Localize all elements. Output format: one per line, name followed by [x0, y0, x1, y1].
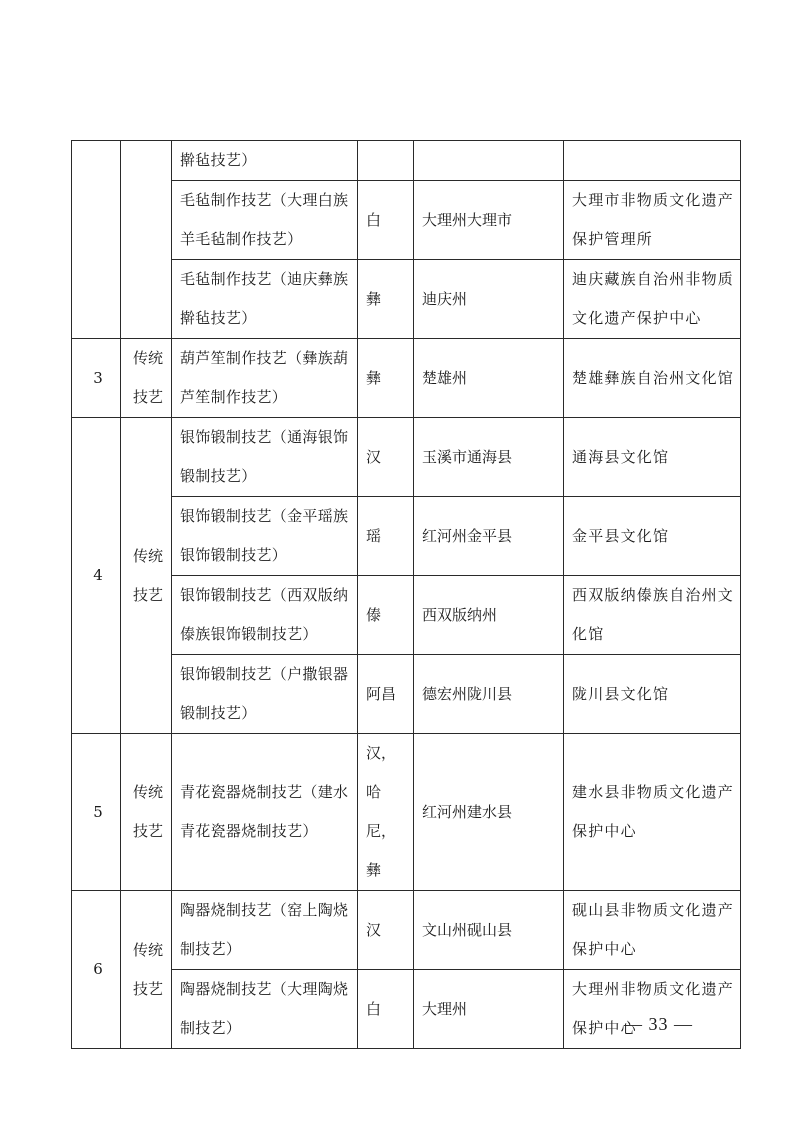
project-name-cell: 银饰锻制技艺（金平瑶族银饰锻制技艺） [172, 497, 358, 576]
area-cell: 红河州建水县 [414, 734, 564, 891]
row-number-cell: 5 [72, 734, 121, 891]
area-cell: 文山州砚山县 [414, 891, 564, 970]
project-name-cell: 银饰锻制技艺（通海银饰锻制技艺） [172, 418, 358, 497]
category-cell: 传统技艺 [121, 418, 172, 734]
ethnic-cell: 汉 [358, 891, 414, 970]
table-row [72, 339, 741, 418]
table-row [72, 418, 741, 497]
ethnic-cell: 汉 [358, 418, 414, 497]
protection-unit-cell: 迪庆藏族自治州非物质文化遗产保护中心 [564, 260, 741, 339]
area-cell: 大理州大理市 [414, 181, 564, 260]
project-name-cell: 陶器烧制技艺（窑上陶烧制技艺） [172, 891, 358, 970]
table-row [72, 497, 741, 576]
project-name-cell: 擀毡技艺） [172, 141, 358, 181]
area-cell: 大理州 [414, 970, 564, 1049]
table-row [72, 734, 741, 891]
category-cell: 传统技艺 [121, 734, 172, 891]
protection-unit-cell: 建水县非物质文化遗产保护中心 [564, 734, 741, 891]
area-cell: 玉溪市通海县 [414, 418, 564, 497]
protection-unit-cell: 陇川县文化馆 [564, 655, 741, 734]
table-row [72, 970, 741, 1049]
area-cell: 西双版纳州 [414, 576, 564, 655]
project-name-cell: 青花瓷器烧制技艺（建水青花瓷器烧制技艺） [172, 734, 358, 891]
ethnic-cell: 彝 [358, 260, 414, 339]
table-row [72, 891, 741, 970]
project-name-cell: 葫芦笙制作技艺（彝族葫芦笙制作技艺） [172, 339, 358, 418]
area-cell: 德宏州陇川县 [414, 655, 564, 734]
row-number-cell: 4 [72, 418, 121, 734]
project-name-cell: 银饰锻制技艺（西双版纳傣族银饰锻制技艺） [172, 576, 358, 655]
project-name-cell: 毛毡制作技艺（大理白族羊毛毡制作技艺） [172, 181, 358, 260]
row-number-cell: 6 [72, 891, 121, 1049]
project-name-cell: 陶器烧制技艺（大理陶烧制技艺） [172, 970, 358, 1049]
protection-unit-cell: 楚雄彝族自治州文化馆 [564, 339, 741, 418]
row-number-cell: 3 [72, 339, 121, 418]
protection-unit-cell: 大理州非物质文化遗产保护中心 [564, 970, 741, 1049]
protection-unit-cell: 砚山县非物质文化遗产保护中心 [564, 891, 741, 970]
project-name-cell: 毛毡制作技艺（迪庆彝族擀毡技艺） [172, 260, 358, 339]
ethnic-cell: 彝 [358, 339, 414, 418]
ethnic-cell: 傣 [358, 576, 414, 655]
ethnic-cell: 白 [358, 970, 414, 1049]
ethnic-cell: 汉，哈尼，彝 [358, 734, 414, 891]
area-cell: 楚雄州 [414, 339, 564, 418]
project-name-cell: 银饰锻制技艺（户撒银器锻制技艺） [172, 655, 358, 734]
area-cell: 红河州金平县 [414, 497, 564, 576]
ethnic-cell: 瑶 [358, 497, 414, 576]
table-row [72, 655, 741, 734]
protection-unit-cell: 通海县文化馆 [564, 418, 741, 497]
ethnic-cell [358, 141, 414, 181]
protection-unit-cell: 金平县文化馆 [564, 497, 741, 576]
page-number: — 33 — [624, 1014, 693, 1034]
protection-unit-cell: 大理市非物质文化遗产保护管理所 [564, 181, 741, 260]
ethnic-cell: 白 [358, 181, 414, 260]
protection-unit-cell [564, 141, 741, 181]
category-cell: 传统技艺 [121, 891, 172, 1049]
table-row [72, 260, 741, 339]
protection-unit-cell: 西双版纳傣族自治州文化馆 [564, 576, 741, 655]
row-number-cell [72, 141, 121, 339]
table-row [72, 181, 741, 260]
ethnic-cell: 阿昌 [358, 655, 414, 734]
area-cell: 迪庆州 [414, 260, 564, 339]
table-row [72, 576, 741, 655]
area-cell [414, 141, 564, 181]
category-cell [121, 141, 172, 339]
table-row [72, 141, 741, 181]
category-cell: 传统技艺 [121, 339, 172, 418]
heritage-table [71, 140, 741, 1049]
